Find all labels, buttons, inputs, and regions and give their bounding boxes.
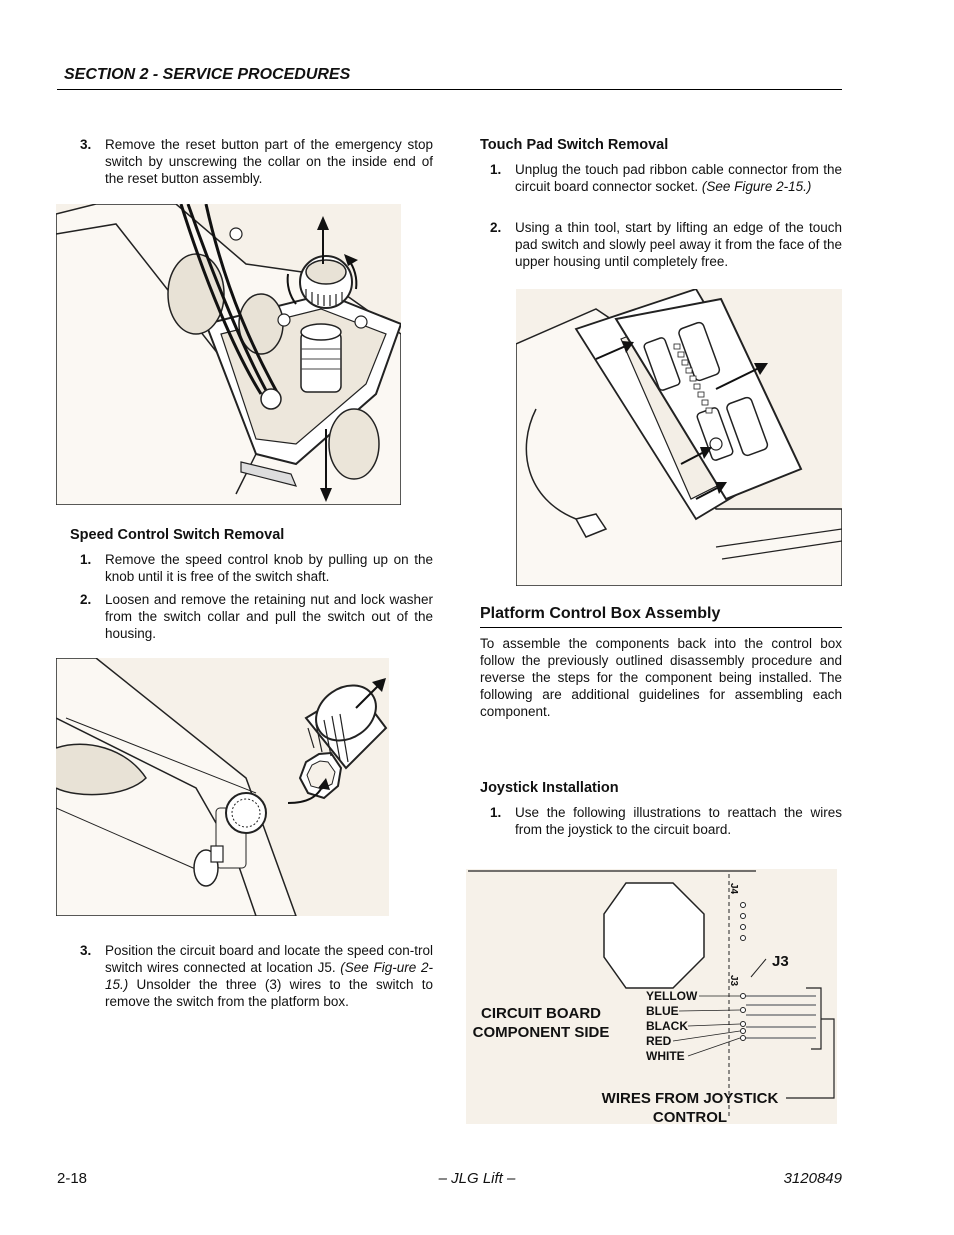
step-number: 1.	[80, 552, 92, 567]
joystick-wires-label-line1: WIRES FROM JOYSTICK	[601, 1090, 779, 1107]
joystick-wiring-figure	[466, 869, 837, 1124]
speed-control-knob-figure	[56, 658, 389, 916]
circuit-board-label	[466, 1004, 616, 1042]
step-text: Loosen and remove the retaining nut and lock washer from the switch collar and pull the switch out of the housing.	[105, 592, 433, 641]
figure-reference: (See Figure 2-15.)	[701, 179, 812, 194]
step-number: 1.	[490, 162, 502, 177]
wire-label-yellow: YELLOW	[646, 989, 698, 1003]
wire-label-blue: BLUE	[646, 1004, 679, 1018]
j4-connector-label: J4	[728, 883, 739, 895]
step-number: 2.	[80, 592, 92, 607]
assembly-divider	[480, 627, 842, 628]
wire-label-red: RED	[646, 1034, 672, 1048]
page-number: 2-18	[57, 1170, 88, 1187]
step-number: 2.	[490, 220, 502, 235]
step-text: Using a thin tool, start by lifting an edge of the touch pad switch and slowly peel away it from the face of the upper housing until completely free.	[515, 220, 842, 269]
touch-pad-heading: Touch Pad Switch Removal	[480, 137, 669, 153]
joystick-wires-label	[594, 1089, 786, 1124]
document-number: 3120849	[783, 1170, 842, 1187]
step-text-part: Position the circuit board and locate the speed con-trol switch wires connected at location J5.	[105, 943, 433, 975]
wire-label-white: WHITE	[646, 1049, 685, 1063]
step-text: Remove the reset button part of the emergency stop switch by unscrewing the collar on the inside end of the reset button assembly.	[105, 137, 433, 186]
step-number: 3.	[80, 137, 92, 152]
j3-connector-label: J3	[772, 953, 789, 970]
assembly-heading: Platform Control Box Assembly	[480, 605, 721, 622]
header-divider	[57, 89, 842, 90]
joystick-heading: Joystick Installation	[480, 780, 619, 796]
assembly-paragraph: To assemble the components back into the control box follow the previously outlined disassembly procedure and reverse the steps for the component being installed. The following are additional guidelines for assembling each component.	[480, 636, 842, 719]
step-text-part: Unplug the touch pad ribbon cable connector from the circuit board connector socket.	[515, 162, 842, 194]
step-number: 3.	[80, 943, 92, 958]
speed-control-heading: Speed Control Switch Removal	[70, 527, 285, 543]
step-text-part: Unsolder the three (3) wires to the switch to remove the switch from the platform box.	[105, 977, 433, 1009]
circuit-board-label-line2: COMPONENT SIDE	[472, 1024, 610, 1041]
section-title: SECTION 2 - SERVICE PROCEDURES	[64, 66, 351, 83]
j3-connector-small-label: J3	[728, 975, 739, 987]
step-text	[515, 161, 842, 195]
step-number: 1.	[490, 805, 502, 820]
step-text: Use the following illustrations to reattach the wires from the joystick to the circuit board.	[515, 805, 842, 837]
step-text: Remove the speed control knob by pulling up on the knob until it is free of the switch shaft.	[105, 552, 433, 584]
footer-publisher: – JLG Lift –	[438, 1170, 516, 1187]
emergency-stop-figure	[56, 204, 401, 505]
joystick-wires-label-line2: CONTROL	[652, 1109, 728, 1124]
step-text	[105, 942, 433, 1010]
wire-label-black: BLACK	[646, 1019, 688, 1033]
figure-reference: (See Fig-ure 2-15.)	[105, 960, 433, 992]
touch-pad-figure	[516, 289, 842, 586]
circuit-board-label-line1: CIRCUIT BOARD	[481, 1005, 601, 1022]
